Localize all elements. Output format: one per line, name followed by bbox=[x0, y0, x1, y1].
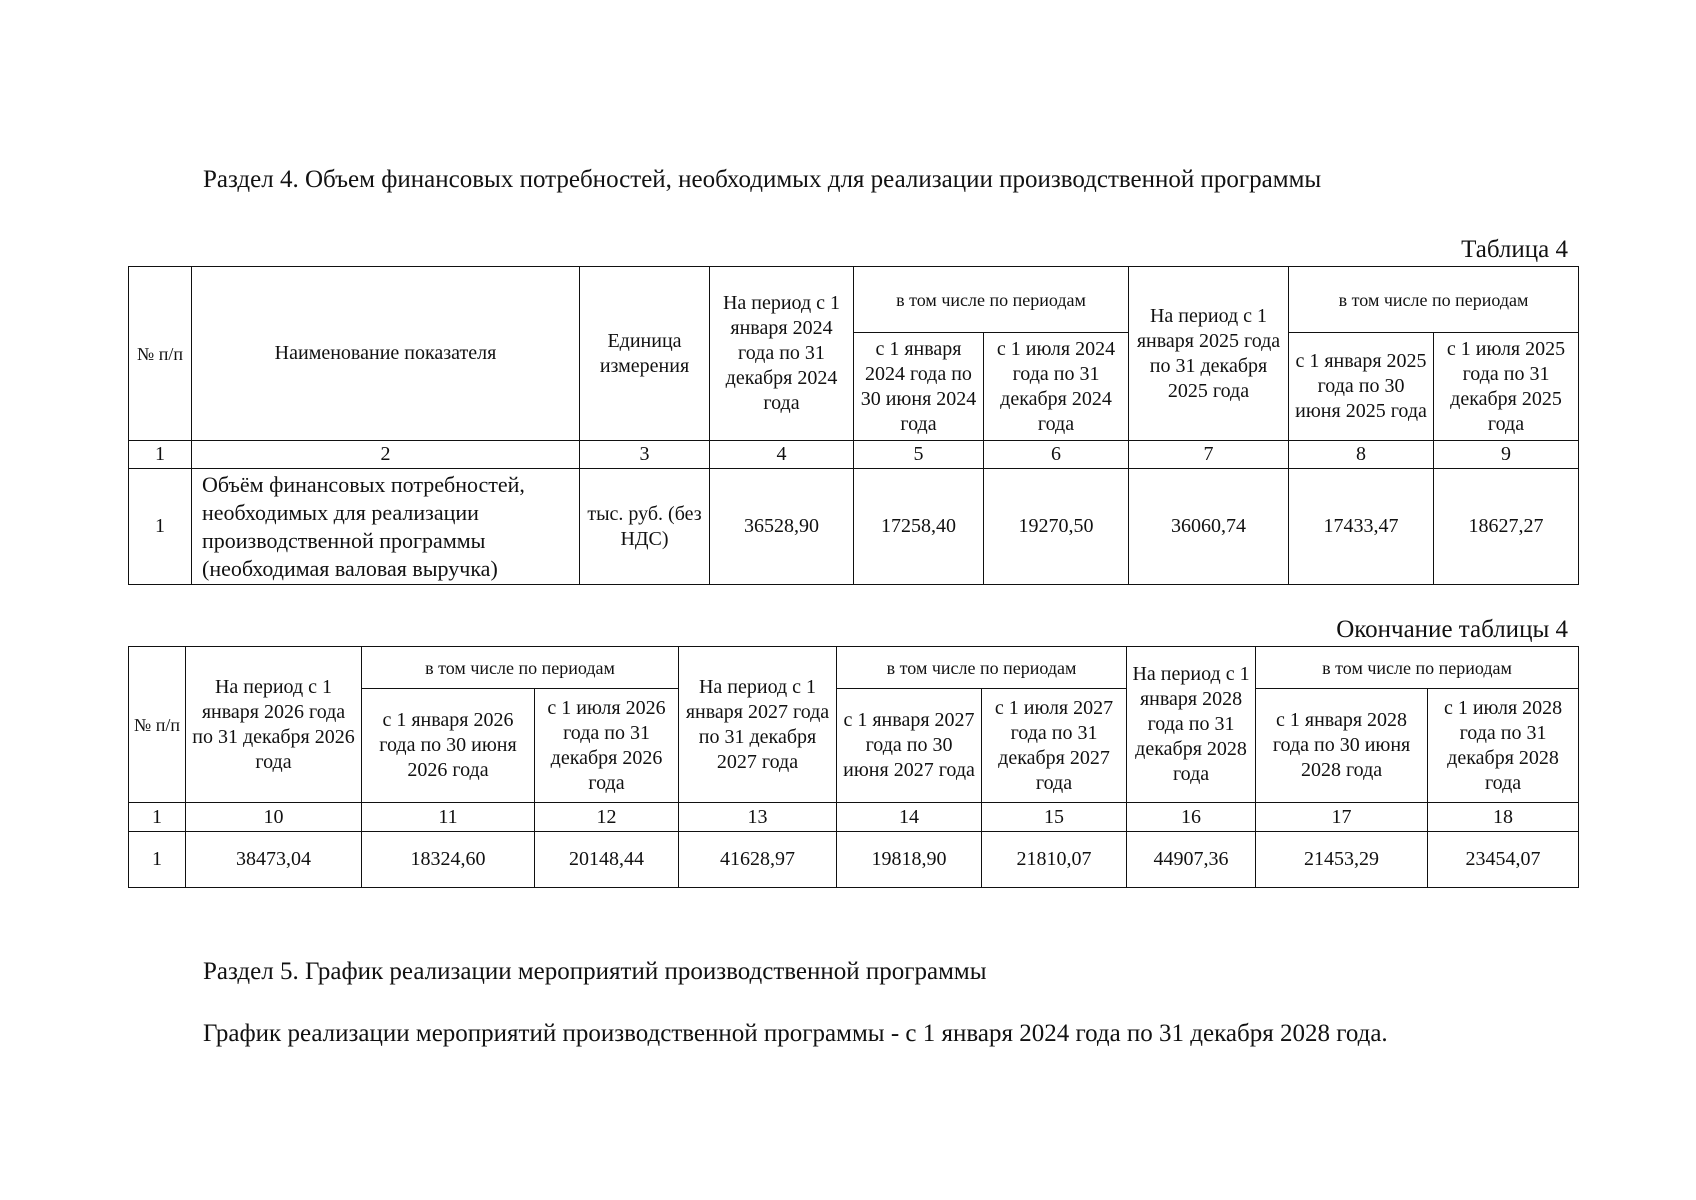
header-2027-h1: с 1 января 2027 года по 30 июня 2027 года bbox=[837, 689, 982, 803]
col-number: 6 bbox=[984, 441, 1129, 469]
header-unit: Единица измерения bbox=[580, 267, 710, 441]
col-number: 4 bbox=[710, 441, 854, 469]
col-number: 1 bbox=[129, 441, 192, 469]
col-number: 3 bbox=[580, 441, 710, 469]
header-group-2027: в том числе по периодам bbox=[837, 647, 1127, 689]
value-2024-h2: 19270,50 bbox=[984, 469, 1129, 585]
value-2026-h2: 20148,44 bbox=[535, 832, 679, 888]
value-2026: 38473,04 bbox=[186, 832, 362, 888]
col-number: 10 bbox=[186, 803, 362, 832]
header-2024-h2: с 1 июля 2024 года по 31 декабря 2024 года bbox=[984, 333, 1129, 441]
value-2024-h1: 17258,40 bbox=[854, 469, 984, 585]
value-2028-h2: 23454,07 bbox=[1428, 832, 1579, 888]
header-2026-h2: с 1 июля 2026 года по 31 декабря 2026 года bbox=[535, 689, 679, 803]
value-2025-h2: 18627,27 bbox=[1434, 469, 1579, 585]
section-5-text: График реализации мероприятий производственной программы - с 1 января 2024 года по 31 декабря 2028 года. bbox=[203, 1020, 1388, 1047]
header-period-2027: На период с 1 января 2027 года по 31 декабря 2027 года bbox=[679, 647, 837, 803]
header-period-2024: На период с 1 января 2024 года по 31 декабря 2024 года bbox=[710, 267, 854, 441]
value-2025: 36060,74 bbox=[1129, 469, 1289, 585]
table-2-caption: Окончание таблицы 4 bbox=[1336, 616, 1568, 643]
value-2027-h2: 21810,07 bbox=[982, 832, 1127, 888]
header-2025-h2: с 1 июля 2025 года по 31 декабря 2025 года bbox=[1434, 333, 1579, 441]
col-number: 12 bbox=[535, 803, 679, 832]
col-number: 13 bbox=[679, 803, 837, 832]
header-no: № п/п bbox=[129, 267, 192, 441]
header-period-2028: На период с 1 января 2028 года по 31 декабря 2028 года bbox=[1127, 647, 1256, 803]
column-number-row bbox=[129, 803, 1579, 832]
col-number: 8 bbox=[1289, 441, 1434, 469]
financial-needs-table bbox=[128, 266, 1579, 585]
column-number-row bbox=[129, 441, 1579, 469]
col-number: 2 bbox=[192, 441, 580, 469]
value-2028: 44907,36 bbox=[1127, 832, 1256, 888]
header-group-2026: в том числе по периодам bbox=[362, 647, 679, 689]
row-no: 1 bbox=[129, 832, 186, 888]
row-no: 1 bbox=[129, 469, 192, 585]
header-period-2026: На период с 1 января 2026 года по 31 декабря 2026 года bbox=[186, 647, 362, 803]
financial-needs-table-continued bbox=[128, 646, 1579, 888]
header-2027-h2: с 1 июля 2027 года по 31 декабря 2027 года bbox=[982, 689, 1127, 803]
header-2025-h1: с 1 января 2025 года по 30 июня 2025 года bbox=[1289, 333, 1434, 441]
col-number: 18 bbox=[1428, 803, 1579, 832]
col-number: 7 bbox=[1129, 441, 1289, 469]
col-number: 16 bbox=[1127, 803, 1256, 832]
row-unit: тыс. руб. (без НДС) bbox=[580, 469, 710, 585]
header-group-2024: в том числе по периодам bbox=[854, 267, 1129, 333]
col-number: 17 bbox=[1256, 803, 1428, 832]
value-2025-h1: 17433,47 bbox=[1289, 469, 1434, 585]
col-number: 15 bbox=[982, 803, 1127, 832]
value-2028-h1: 21453,29 bbox=[1256, 832, 1428, 888]
table-row bbox=[129, 832, 1579, 888]
section-5-title: Раздел 5. График реализации мероприятий производственной программы bbox=[203, 958, 987, 985]
value-2027-h1: 19818,90 bbox=[837, 832, 982, 888]
header-no: № п/п bbox=[129, 647, 186, 803]
col-number: 9 bbox=[1434, 441, 1579, 469]
section-4-title: Раздел 4. Объем финансовых потребностей, необходимых для реализации производственной программы bbox=[203, 166, 1322, 193]
header-name: Наименование показателя bbox=[192, 267, 580, 441]
col-number: 1 bbox=[129, 803, 186, 832]
col-number: 14 bbox=[837, 803, 982, 832]
value-2024: 36528,90 bbox=[710, 469, 854, 585]
value-2026-h1: 18324,60 bbox=[362, 832, 535, 888]
header-2028-h2: с 1 июля 2028 года по 31 декабря 2028 года bbox=[1428, 689, 1579, 803]
col-number: 11 bbox=[362, 803, 535, 832]
header-group-2028: в том числе по периодам bbox=[1256, 647, 1579, 689]
value-2027: 41628,97 bbox=[679, 832, 837, 888]
header-2026-h1: с 1 января 2026 года по 30 июня 2026 года bbox=[362, 689, 535, 803]
header-2024-h1: с 1 января 2024 года по 30 июня 2024 года bbox=[854, 333, 984, 441]
row-name: Объём финансовых потребностей, необходимых для реализации производственной программы (необходимая валовая выручка) bbox=[192, 469, 580, 585]
table-row bbox=[129, 469, 1579, 585]
col-number: 5 bbox=[854, 441, 984, 469]
header-2028-h1: с 1 января 2028 года по 30 июня 2028 года bbox=[1256, 689, 1428, 803]
table-1-caption: Таблица 4 bbox=[1461, 236, 1568, 263]
header-group-2025: в том числе по периодам bbox=[1289, 267, 1579, 333]
header-period-2025: На период с 1 января 2025 года по 31 декабря 2025 года bbox=[1129, 267, 1289, 441]
